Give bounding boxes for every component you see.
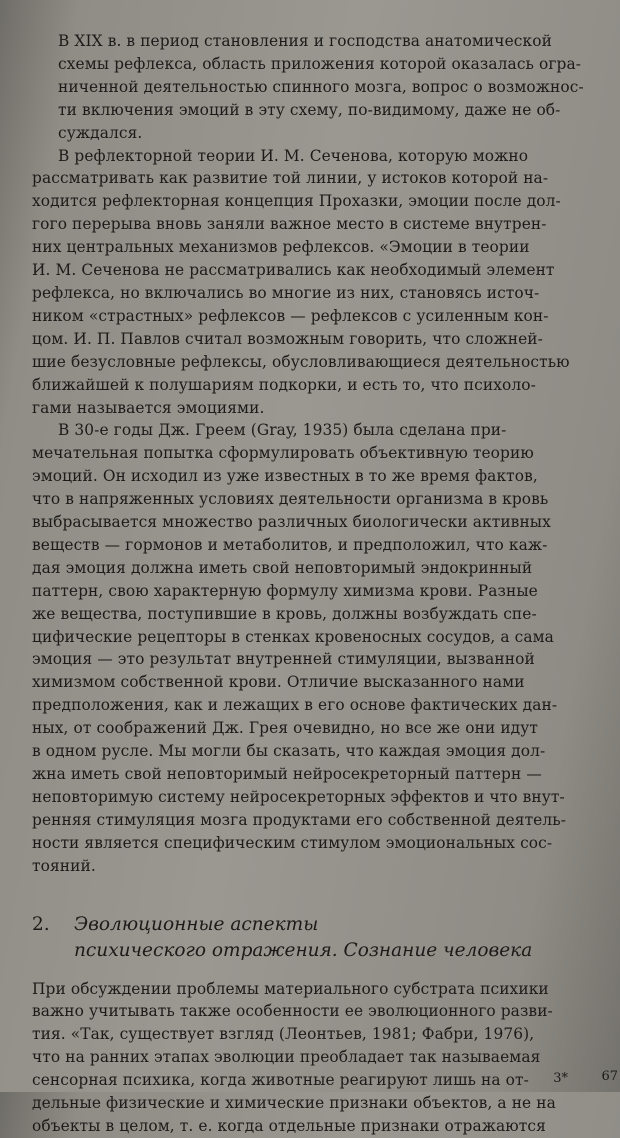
text-line: них центральных механизмов рефлексов. «Эмоции в теории [32, 238, 530, 257]
paragraph-3 [32, 419, 610, 877]
text-line: В рефлекторной теории И. М. Сеченова, которую можно [58, 146, 529, 165]
text-line: ных, от соображений Дж. Грея очевидно, но все же они идут [32, 719, 539, 738]
text-line: химизмом собственной крови. Отличие высказанного нами [32, 673, 525, 692]
text-line: тия. «Так, существует взгляд (Леонтьев, 1981; Фабри, 1976), [32, 1025, 535, 1044]
text-line: схемы рефлекса, область приложения которой оказалась огра- [58, 54, 582, 73]
paragraph-2 [32, 145, 610, 420]
text-line: рефлекса, но включались во многие из них, становясь источ- [32, 283, 540, 302]
text-line: В XIX в. в период становления и господства анатомической [58, 32, 552, 50]
text-line: неповторимую систему нейросекреторных эффектов и что внут- [32, 787, 565, 806]
text-line: в одном русле. Мы могли бы сказать, что каждая эмоция дол- [32, 742, 546, 761]
text-line: эмоций. Он исходил из уже известных в то же время фактов, [32, 467, 538, 486]
text-line: ниченной деятельностью спинного мозга, вопрос о возможнос- [58, 77, 584, 96]
paragraph-4 [32, 978, 610, 1138]
text-line: При обсуждении проблемы материального субстрата психики [32, 979, 549, 998]
text-line: же вещества, поступившие в кровь, должны возбуждать спе- [32, 604, 537, 623]
text-line: дельные физические и химические признаки объектов, а не на [32, 1094, 556, 1113]
text-line: ности является специфическим стимулом эмоциональных сос- [32, 833, 553, 852]
text-line: паттерн, свою характерную формулу химизма крови. Разные [32, 581, 538, 600]
text-line: эмоция — это результат внутренней стимуляции, вызванной [32, 650, 535, 669]
paragraph-1 [32, 30, 610, 145]
text-line: тояний. [32, 856, 96, 875]
text-line: предположения, как и лежащих в его основе фактических дан- [32, 696, 558, 715]
text-line: шие безусловные рефлексы, обусловливающиеся деятельностью [32, 352, 570, 371]
text-line: суждался. [58, 123, 143, 142]
text-line: важно учитывать также особенности ее эволюционного разви- [32, 1002, 553, 1021]
text-line: что на ранних этапах эволюции преобладает так называемая [32, 1048, 541, 1067]
text-line: гого перерыва вновь заняли важное место в системе внутрен- [32, 215, 547, 234]
text-line: цом. И. П. Павлов считал возможным говорить, что сложней- [32, 329, 543, 348]
text-line: жна иметь свой неповторимый нейросекреторный паттерн — [32, 765, 542, 783]
text-line: ближайшей к полушариям подкорки, и есть то, что психоло- [32, 375, 536, 394]
text-line: В 30-е годы Дж. Греем (Gray, 1935) была сделана при- [58, 421, 507, 440]
text-line: ренняя стимуляция мозга продуктами его собственной деятель- [32, 810, 567, 829]
section-title-line: психического отражения. Сознание человека [74, 939, 533, 961]
text-line: веществ — гормонов и метаболитов, и предположил, что каж- [32, 535, 548, 554]
text-line: ником «страстных» рефлексов — рефлексов с усиленным кон- [32, 306, 549, 325]
text-line: ти включения эмоций в эту схему, по-видимому, даже не об- [58, 100, 561, 119]
text-line: выбрасывается множество различных биологически активных [32, 513, 551, 532]
text-line: гами называется эмоциями. [32, 398, 265, 417]
section-heading [32, 912, 610, 964]
text-line: цифические рецепторы в стенках кровеносных сосудов, а сама [32, 627, 554, 646]
section-title-line: Эволюционные аспекты [74, 913, 319, 935]
text-line: сенсорная психика, когда животные реагируют лишь на от- [32, 1071, 529, 1090]
section-number: 2. [32, 913, 50, 935]
text-line: рассматривать как развитие той линии, у истоков которой на- [32, 169, 549, 188]
text-line: ходится рефлекторная концепция Прохазки, эмоции после дол- [32, 192, 561, 211]
page-footer [420, 1064, 620, 1086]
text-line: И. М. Сеченова не рассматривались как необходимый элемент [32, 261, 555, 280]
page-number: 67 [601, 1069, 618, 1084]
text-line: мечательная попытка сформулировать объективную теорию [32, 444, 534, 463]
text-line: дая эмоция должна иметь свой неповторимый эндокринный [32, 558, 533, 577]
text-line: объекты в целом, т. е. когда отдельные признаки отражаются [32, 1116, 546, 1135]
text-line: что в напряженных условиях деятельности организма в кровь [32, 490, 549, 509]
section-title [74, 912, 610, 964]
signature-mark: 3* [553, 1071, 568, 1086]
